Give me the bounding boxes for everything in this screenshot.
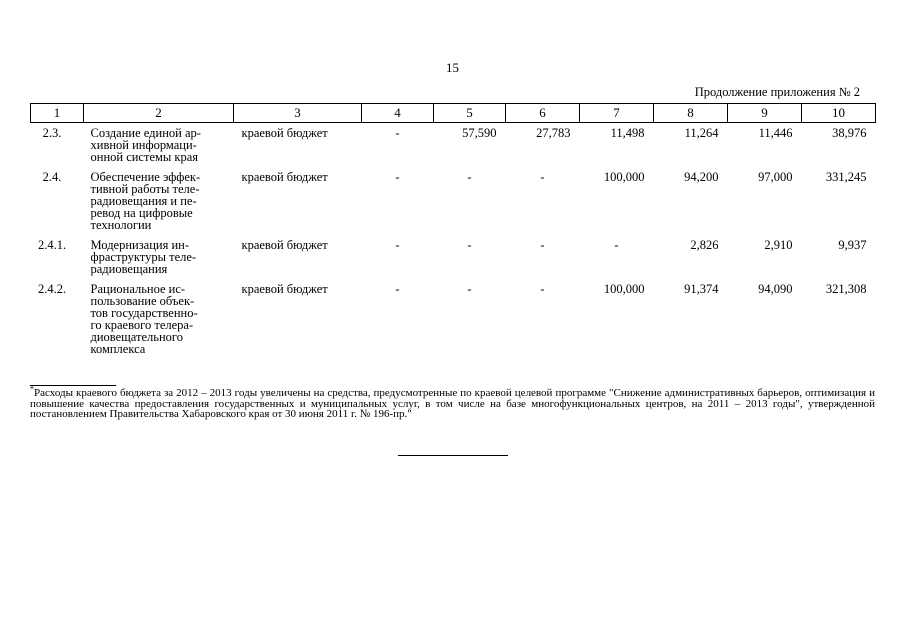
header-cell: 5 [434,104,506,123]
footnote-rule [30,385,116,386]
header-cell: 1 [31,104,84,123]
value-col-7: - [614,238,619,252]
value-col-8: 11,264 [684,126,719,140]
header-cell: 8 [654,104,728,123]
funding-source: краевой бюджет [241,238,328,252]
value-col-10: 321,308 [825,282,867,296]
value-col-9: 97,000 [758,170,793,184]
value-col-5: - [467,282,472,296]
table-row [31,123,876,168]
value-col-4: - [395,126,400,140]
header-cell: 10 [802,104,876,123]
header-cell: 7 [580,104,654,123]
footnote-marker: * [30,384,34,394]
value-col-8: 2,826 [690,238,719,252]
value-col-8: 91,374 [684,282,719,296]
value-col-10: 9,937 [838,238,867,252]
appendix-table [30,103,876,359]
header-row [31,104,876,123]
value-col-9: 94,090 [758,282,793,296]
header-cell: 3 [234,104,362,123]
value-col-9: 2,910 [764,238,793,252]
page-number: 15 [446,60,459,75]
funding-source: краевой бюджет [241,170,328,184]
value-col-7: 100,000 [603,282,645,296]
value-col-4: - [395,170,400,184]
measure-name: Обеспечение эффек- тивной работы теле- радиовещания и пе- ревод на цифровые технологии [90,170,201,232]
footnote [30,384,875,420]
measure-name: Модернизация ин- фраструктуры теле- радиовещания [90,238,197,276]
value-col-10: 38,976 [832,126,867,140]
row-number: 2.3. [42,126,62,140]
value-col-7: 11,498 [610,126,645,140]
value-col-6: - [540,238,545,252]
header-cell: 2 [84,104,234,123]
continuation-label: Продолжение приложения № 2 [694,85,860,99]
value-col-6: - [540,282,545,296]
footnote-text: Расходы краевого бюджета за 2012 – 2013 годы увеличены на средства, предусмотренные по краевой целевой программе "Снижение административных барьеров, оптимизация и повышение качества предоставления государственных и муниципальных услуг, в том числе на базе многофункциональных центров, на 2011 – 2013 годы", утвержденной постановлением Правительства Хабаровского края от 30 июня 2011 г. № 196-пр." [30,387,875,420]
header-cell: 9 [728,104,802,123]
table-row [31,167,876,235]
funding-source: краевой бюджет [241,282,328,296]
value-col-8: 94,200 [684,170,719,184]
measure-name: Создание единой ар- хивной информаци- онной системы края [90,126,201,164]
table-row [31,279,876,359]
value-col-10: 331,245 [825,170,867,184]
row-number: 2.4.2. [37,282,67,296]
row-number: 2.4. [42,170,62,184]
table-row [31,235,876,279]
value-col-4: - [395,282,400,296]
value-col-7: 100,000 [603,170,645,184]
end-rule [398,455,508,456]
value-col-4: - [395,238,400,252]
measure-name: Рациональное ис- пользование объек- тов государственно- го краевого телера- диовещательного комплекса [90,282,198,356]
funding-source: краевой бюджет [241,126,328,140]
header-cell: 4 [362,104,434,123]
value-col-6: - [540,170,545,184]
value-col-5: 57,590 [462,126,497,140]
value-col-6: 27,783 [536,126,571,140]
row-number: 2.4.1. [37,238,67,252]
value-col-9: 11,446 [758,126,793,140]
value-col-5: - [467,238,472,252]
header-cell: 6 [506,104,580,123]
value-col-5: - [467,170,472,184]
